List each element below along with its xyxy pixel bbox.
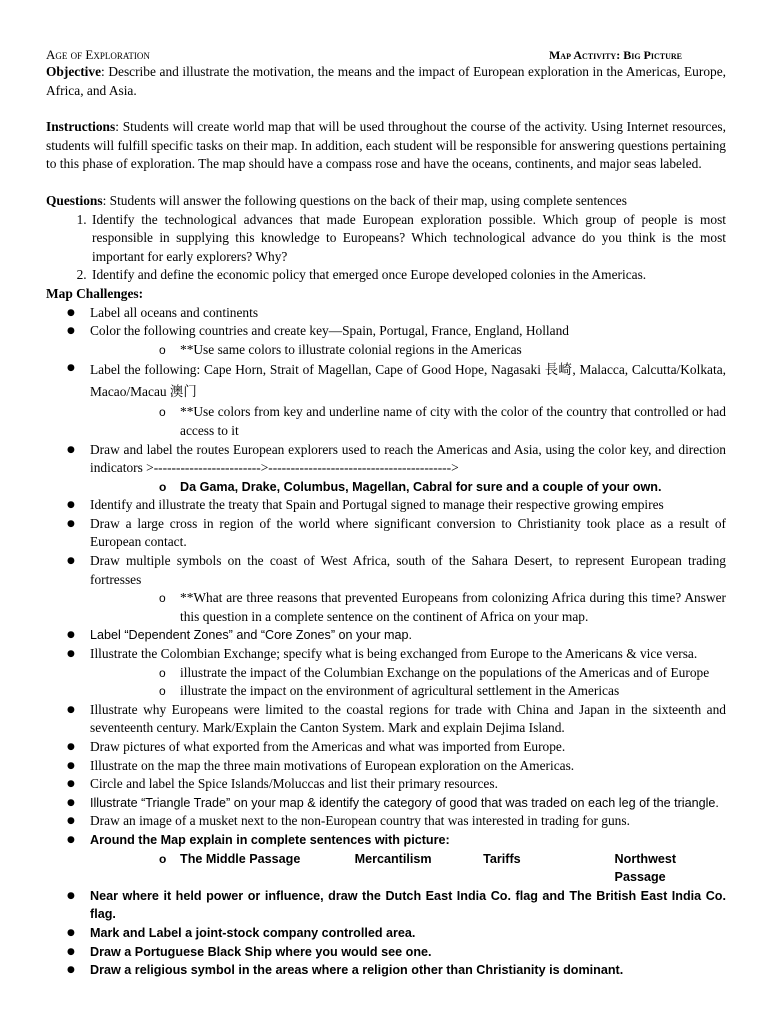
topic-label: Tariffs (483, 851, 521, 866)
challenge-item (46, 831, 726, 887)
questions-paragraph (46, 192, 726, 211)
challenge-item: ● Near where it held power or influence, draw the Dutch East India Co. flag and The British East India Co. flag. (46, 887, 726, 924)
challenge-subitem: o illustrate the impact of the Columbian Exchange on the populations of the Americas and of Europe (90, 664, 726, 683)
challenge-item: ● Identify and illustrate the treaty that Spain and Portugal signed to manage their respective growing empires (46, 496, 726, 515)
page-header (46, 47, 726, 63)
map-challenges-heading: Map Challenges: (46, 285, 144, 301)
challenge-text: Around the Map explain in complete sentences with picture: (90, 832, 450, 847)
objective-paragraph (46, 63, 726, 100)
instructions-label: Instructions (46, 119, 116, 135)
objective-text: : Describe and illustrate the motivation, the means and the impact of European exploration in the Americas, Europe, Africa, and Asia. (46, 64, 726, 98)
challenge-item: ● Mark and Label a joint-stock company controlled area. (46, 924, 726, 943)
challenge-item: ● Draw pictures of what exported from the Americas and what was imported from Europe. (46, 738, 726, 757)
challenge-text: Draw and label the routes European explorers used to reach the Americas and Asia, using the color key, and direction indicators >------------------------>-----------------------------------------> (90, 441, 726, 476)
instructions-paragraph (46, 118, 726, 174)
challenge-item: ● Draw a religious symbol in the areas where a religion other than Christianity is dominant. (46, 961, 726, 980)
challenge-item: ● Illustrate why Europeans were limited to the coastal regions for trade with China and Japan in the sixteenth and seventeenth century. Mark/Explain the Canton System. Mark and explain Dejima Island. (46, 701, 726, 738)
challenge-subitem: o illustrate the impact on the environment of agricultural settlement in the Americas (90, 682, 726, 701)
topic-label: Mercantilism (354, 851, 432, 866)
questions-text: : Students will answer the following questions on the back of their map, using complete sentences (102, 192, 627, 208)
worksheet-page (46, 47, 726, 980)
topic-label: o The Middle Passage (180, 851, 301, 866)
challenge-item: ● Illustrate “Triangle Trade” on your map & identify the category of good that was traded on each leg of the triangle. (46, 794, 726, 813)
questions-list (46, 211, 726, 285)
objective-label: Objective (46, 64, 102, 79)
challenge-item (46, 645, 726, 701)
question-item: 2. Identify and define the economic policy that emerged once Europe developed colonies in the Americas. (90, 266, 726, 285)
challenge-text: Illustrate the Colombian Exchange; specify what is being exchanged from Europe to the Americans & vice versa. (90, 646, 698, 662)
challenge-item: ● Draw an image of a musket next to the non-European country that was interested in trading for guns. (46, 812, 726, 831)
challenge-subitem: o **Use colors from key and underline name of city with the color of the country that controlled or had access to it (90, 403, 726, 440)
questions-label: Questions (46, 192, 103, 208)
challenge-text: Draw multiple symbols on the coast of West Africa, south of the Sahara Desert, to represent European trading fortresses (90, 553, 726, 587)
challenge-item (46, 322, 726, 359)
challenge-item (46, 441, 726, 497)
course-title: Age of Exploration (46, 47, 150, 62)
topic-label: Northwest Passage (614, 851, 677, 885)
challenge-subitem-topics (90, 850, 726, 887)
challenges-list (46, 304, 726, 980)
challenge-text: Color the following countries and create key—Spain, Portugal, France, England, Holland (90, 323, 569, 339)
challenge-subitem: o **What are three reasons that prevented Europeans from colonizing Africa during this time? Answer this question in a complete sentence on the continent of Africa on your map. (90, 589, 726, 626)
challenge-item: ● Draw a Portuguese Black Ship where you would see one. (46, 943, 726, 962)
challenge-item: ● Draw a large cross in region of the world where significant conversion to Christianity took place as a result of European contact. (46, 515, 726, 552)
instructions-text: : Students will create world map that will be used throughout the course of the activity. Using Internet resources, students will fulfill specific tasks on their map. In addition, each student will be responsible for answering questions pertaining to this phase of exploration. The map should have a compass rose and have the oceans, continents, and major seas labeled. (46, 119, 726, 172)
question-item: 1. Identify the technological advances that made European exploration possible. Which group of people is most responsible in supplying this knowledge to Europeans? Which technological advance do you think is the most important for early explorers? Why? (90, 211, 726, 267)
challenge-item: ● Label “Dependent Zones” and “Core Zones” on your map. (46, 626, 726, 645)
challenge-item (46, 552, 726, 626)
challenge-item: ● Illustrate on the map the three main motivations of European exploration on the Americas. (46, 757, 726, 776)
challenge-text: Label the following: Cape Horn, Strait of Magellan, Cape of Good Hope, Nagasaki 長崎, Malacca, Calcutta/Kolkata, Macao/Macau 澳门 (90, 362, 726, 400)
challenge-item: ● Circle and label the Spice Islands/Moluccas and list their primary resources. (46, 775, 726, 794)
challenge-subitem: o **Use same colors to illustrate colonial regions in the Americas (90, 341, 726, 360)
challenge-item: ● Label all oceans and continents (46, 304, 726, 323)
challenge-subitem: o Da Gama, Drake, Columbus, Magellan, Cabral for sure and a couple of your own. (90, 478, 726, 497)
challenge-item (46, 359, 726, 440)
activity-title: Map Activity: Big Picture (548, 48, 682, 62)
